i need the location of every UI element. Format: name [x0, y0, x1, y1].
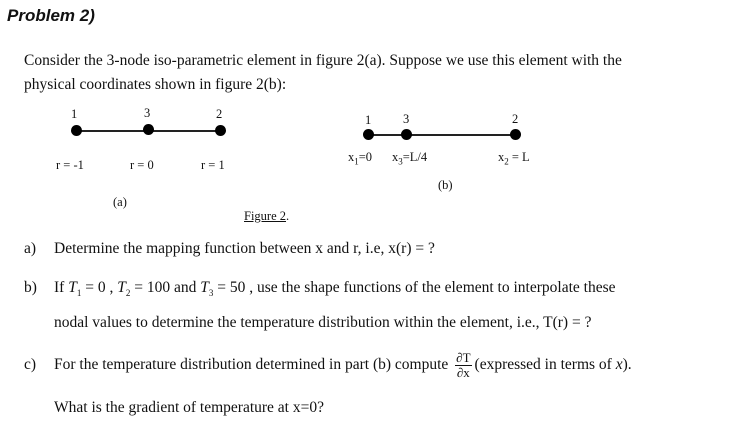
node-label: 2	[216, 107, 223, 121]
figure-a-caption: (a)	[113, 195, 127, 209]
question-a: a) Determine the mapping function between x and r, i.e, x(r) = ?	[24, 240, 435, 257]
intro-line-1: Consider the 3-node iso-parametric element in figure 2(a). Suppose we use this element with the	[24, 52, 622, 69]
node-label: 1	[365, 113, 372, 127]
node-label: 3	[403, 112, 410, 126]
question-b-line-2: nodal values to determine the temperature distribution within the element, i.e., T(r) = ?	[54, 314, 592, 331]
node-1-a	[71, 125, 82, 136]
node-2-b	[510, 129, 521, 140]
question-c-line-2: What is the gradient of temperature at x=0?	[54, 399, 324, 416]
node-3-b	[401, 129, 412, 140]
node-label: 1	[71, 107, 78, 121]
question-b: b) If $T_1 = 0$ , $T_2 = 100$ and $T_3 = 50$ , use the shape functions of the element to interpolate these	[24, 279, 616, 299]
figure-b-caption: (b)	[438, 178, 453, 192]
element-line-b	[368, 134, 516, 136]
node-3-a	[143, 124, 154, 135]
x2-label: $x_2 = L$	[498, 150, 530, 167]
node-1-b	[363, 129, 374, 140]
figure-caption: Figure 2.	[244, 209, 290, 223]
r-label: r = 0	[130, 158, 154, 172]
problem-title: Problem 2)	[7, 6, 95, 25]
node-2-a	[215, 125, 226, 136]
r-label: r = -1	[56, 158, 84, 172]
x1-label: $x_1=0$	[348, 150, 373, 167]
partial-derivative-fraction: $\frac{\partial T}{\partial x}$	[456, 349, 471, 380]
r-label: r = 1	[201, 158, 225, 172]
intro-line-2: physical coordinates shown in figure 2(b):	[24, 76, 287, 93]
node-label: 3	[144, 106, 151, 120]
question-c: c) For the temperature distribution determined in part (b) compute $\frac{\partial T}{\partial x}$ (expressed in terms of x).	[24, 349, 632, 380]
node-label: 2	[512, 112, 519, 126]
x3-label: $x_3=L/4$	[392, 150, 428, 167]
